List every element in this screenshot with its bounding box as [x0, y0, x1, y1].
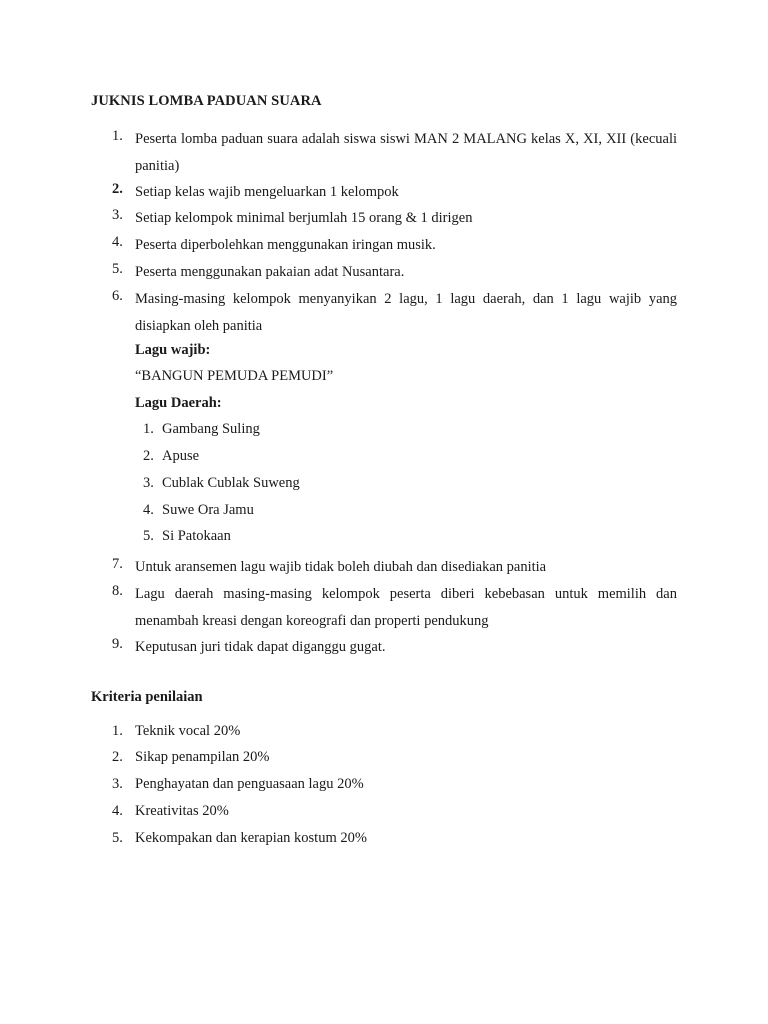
- lagu-daerah-number: 2.: [143, 448, 154, 464]
- rule-text: Masing-masing kelompok menyanyikan 2 lagu, 1 lagu daerah, dan 1 lagu wajib yang disiapkan oleh panitia: [135, 291, 677, 334]
- lagu-daerah-text: Suwe Ora Jamu: [162, 502, 254, 518]
- rule-number: 6.: [112, 288, 123, 304]
- kriteria-number: 3.: [112, 776, 123, 792]
- lagu-daerah-text: Cublak Cublak Suweng: [162, 475, 300, 491]
- lagu-wajib-title: “BANGUN PEMUDA PEMUDI”: [135, 368, 334, 384]
- lagu-wajib-label: Lagu wajib:: [135, 342, 211, 358]
- rule-number: 8.: [112, 583, 123, 599]
- kriteria-number: 4.: [112, 803, 123, 819]
- rule-number: 4.: [112, 234, 123, 250]
- rule-text: Setiap kelas wajib mengeluarkan 1 kelompok: [135, 184, 399, 200]
- lagu-daerah-number: 4.: [143, 502, 154, 518]
- document-title: JUKNIS LOMBA PADUAN SUARA: [91, 93, 322, 109]
- kriteria-text: Teknik vocal 20%: [135, 723, 241, 739]
- lagu-daerah-number: 1.: [143, 421, 154, 437]
- kriteria-text: Penghayatan dan penguasaan lagu 20%: [135, 776, 364, 792]
- lagu-daerah-text: Apuse: [162, 448, 200, 464]
- rule-number: 1.: [112, 128, 123, 144]
- kriteria-text: Kreativitas 20%: [135, 803, 229, 819]
- kriteria-number: 5.: [112, 830, 123, 846]
- rule-text: Setiap kelompok minimal berjumlah 15 orang & 1 dirigen: [135, 210, 473, 226]
- rule-text: Peserta diperbolehkan menggunakan iringan musik.: [135, 237, 436, 253]
- rule-number: 3.: [112, 207, 123, 223]
- lagu-daerah-number: 5.: [143, 528, 154, 544]
- rule-number: 5.: [112, 261, 123, 277]
- kriteria-number: 1.: [112, 723, 123, 739]
- rule-number: 7.: [112, 556, 123, 572]
- kriteria-number: 2.: [112, 749, 123, 765]
- lagu-daerah-text: Si Patokaan: [162, 528, 231, 544]
- rule-text: Untuk aransemen lagu wajib tidak boleh diubah dan disediakan panitia: [135, 559, 547, 575]
- lagu-daerah-label: Lagu Daerah:: [135, 395, 222, 411]
- rule-text: Peserta menggunakan pakaian adat Nusantara.: [135, 264, 405, 280]
- kriteria-text: Sikap penampilan 20%: [135, 749, 270, 765]
- rule-number: 9.: [112, 636, 123, 652]
- kriteria-title: Kriteria penilaian: [91, 689, 203, 705]
- kriteria-text: Kekompakan dan kerapian kostum 20%: [135, 830, 367, 846]
- rule-text: Keputusan juri tidak dapat diganggu gugat.: [135, 639, 386, 655]
- rule-text: Peserta lomba paduan suara adalah siswa siswi MAN 2 MALANG kelas X, XI, XII (kecuali panitia): [135, 131, 677, 174]
- rule-text: Lagu daerah masing-masing kelompok peserta diberi kebebasan untuk memilih dan menambah kreasi dengan koreografi dan properti pendukung: [135, 586, 677, 629]
- lagu-daerah-text: Gambang Suling: [162, 421, 260, 437]
- rule-number: 2.: [112, 181, 123, 197]
- lagu-daerah-number: 3.: [143, 475, 154, 491]
